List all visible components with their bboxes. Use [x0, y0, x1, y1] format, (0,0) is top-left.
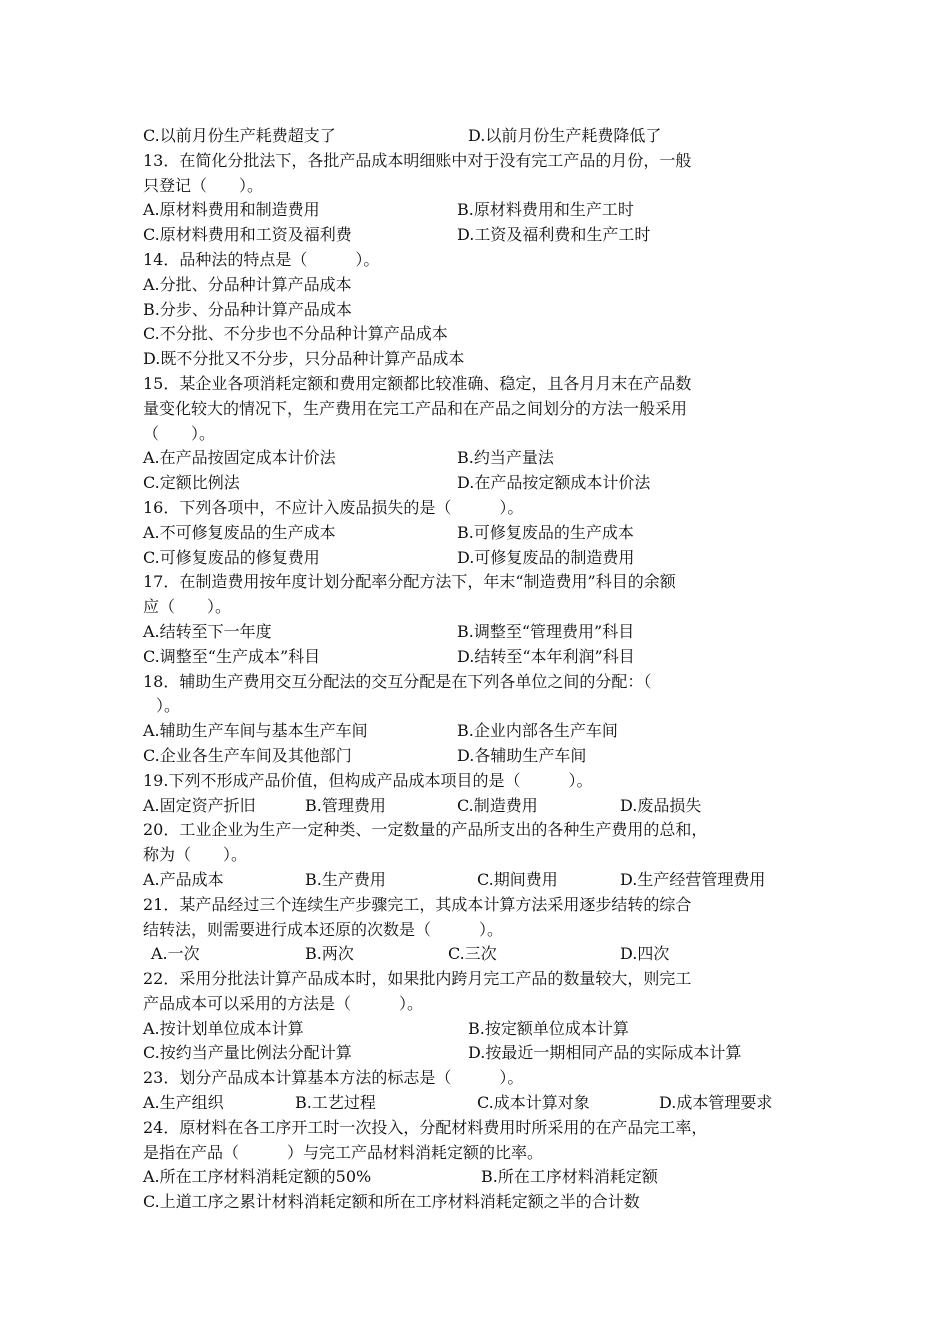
option-text: D.生产经营管理费用	[620, 869, 766, 889]
text-line	[143, 521, 823, 546]
text-line	[143, 298, 823, 323]
text-line	[143, 645, 823, 670]
option-text: C.以前月份生产耗费超支了	[143, 126, 336, 145]
text-line	[143, 670, 823, 695]
option-text: A.所在工序材料消耗定额的50%	[143, 1167, 372, 1187]
text-line	[143, 124, 823, 149]
question-text: 量变化较大的情况下，生产费用在完工产品和在产品之间划分的方法一般采用	[143, 398, 688, 418]
option-text: C.期间费用	[477, 869, 558, 889]
text-line	[143, 1066, 823, 1091]
question-text: 23．划分产品成本计算基本方法的标志是（ ）。	[143, 1068, 524, 1088]
question-text: 17．在制造费用按年度计划分配率分配方法下，年末“制造费用”科目的余额	[143, 572, 676, 592]
text-line	[143, 1116, 823, 1141]
text-line	[143, 446, 823, 471]
option-text: C.原材料费用和工资及福利费	[143, 225, 352, 245]
text-line	[143, 570, 823, 595]
question-text: D.既不分批又不分步，只分品种计算产品成本	[143, 349, 465, 369]
question-text: 15．某企业各项消耗定额和费用定额都比较准确、稳定，且各月月末在产品数	[143, 373, 692, 393]
text-line	[143, 1141, 823, 1166]
text-line	[143, 174, 823, 199]
question-text: （ ）。	[143, 423, 216, 443]
text-line	[143, 1017, 823, 1042]
option-text: B.调整至“管理费用”科目	[457, 621, 635, 641]
option-text: D.各辅助生产车间	[457, 745, 587, 765]
option-text: A.按计划单位成本计算	[143, 1018, 304, 1038]
option-text: B.生产费用	[305, 869, 386, 889]
text-line	[143, 372, 823, 397]
option-text: B.所在工序材料消耗定额	[481, 1167, 658, 1187]
option-text: B.原材料费用和生产工时	[457, 200, 634, 220]
text-line	[143, 347, 823, 372]
option-text: B.两次	[305, 944, 354, 964]
question-text: 18．辅助生产费用交互分配法的交互分配是在下列各单位之间的分配：（	[143, 671, 652, 691]
text-line	[143, 471, 823, 496]
text-line	[143, 868, 823, 893]
question-text: ）。	[156, 696, 181, 716]
text-line	[143, 248, 823, 273]
option-text: A.不可修复废品的生产成本	[143, 522, 336, 542]
question-text: 只登记（ ）。	[143, 175, 264, 195]
question-text: C.不分批、不分步也不分品种计算产品成本	[143, 324, 448, 344]
option-text: C.三次	[448, 944, 497, 964]
text-line	[143, 967, 823, 992]
text-line	[143, 198, 823, 223]
option-text: D.成本管理要求	[659, 1093, 773, 1113]
question-text: 结转法，则需要进行成本还原的次数是（ ）。	[143, 919, 504, 939]
question-text: 应（ ）。	[143, 597, 232, 617]
question-text: 称为（ ）。	[143, 845, 248, 865]
option-text: D.结转至“本年利润”科目	[457, 646, 635, 666]
text-line	[143, 694, 823, 719]
text-line	[143, 496, 823, 521]
text-line	[143, 719, 823, 744]
option-text: D.四次	[620, 944, 670, 964]
question-text: B.分步、分品种计算产品成本	[143, 299, 352, 319]
question-text: 24．原材料在各工序开工时一次投入，分配材料费用时所采用的在产品完工率，	[143, 1117, 708, 1137]
option-text: B.企业内部各生产车间	[457, 721, 618, 741]
option-text: C.按约当产量比例法分配计算	[143, 1043, 352, 1063]
option-text: A.结转至下一年度	[143, 621, 272, 641]
question-text: 20．工业企业为生产一定种类、一定数量的产品所支出的各种生产费用的总和，	[143, 820, 708, 840]
question-text: 13．在简化分批法下，各批产品成本明细账中对于没有完工产品的月份，一般	[143, 150, 692, 170]
option-text: A.固定资产折旧	[143, 795, 256, 815]
option-text: D.以前月份生产耗费降低了	[468, 126, 662, 145]
text-line	[143, 893, 823, 918]
text-line	[143, 273, 823, 298]
document-page	[143, 124, 823, 1215]
text-line	[143, 620, 823, 645]
text-line	[143, 818, 823, 843]
option-text: C.调整至“生产成本”科目	[143, 646, 321, 666]
question-text: 是指在产品（ ）与完工产品材料消耗定额的比率。	[143, 1142, 544, 1162]
option-text: A.辅助生产车间与基本生产车间	[143, 721, 368, 741]
option-text: A.在产品按固定成本计价法	[143, 448, 336, 468]
text-line	[143, 918, 823, 943]
question-text: A.分批、分品种计算产品成本	[143, 274, 352, 294]
option-text: B.可修复废品的生产成本	[457, 522, 634, 542]
text-line	[143, 769, 823, 794]
option-text: A.生产组织	[143, 1093, 224, 1113]
text-line	[143, 149, 823, 174]
option-text: A.一次	[151, 944, 200, 964]
text-line	[143, 1190, 823, 1215]
option-text: D.废品损失	[620, 795, 702, 815]
option-text: D.可修复废品的制造费用	[457, 547, 635, 567]
text-line	[143, 1165, 823, 1190]
option-text: D.工资及福利费和生产工时	[457, 225, 651, 245]
question-text: C.上道工序之累计材料消耗定额和所在工序材料消耗定额之半的合计数	[143, 1192, 640, 1212]
question-text: 14．品种法的特点是（ ）。	[143, 249, 380, 269]
text-line	[143, 322, 823, 347]
option-text: C.成本计算对象	[477, 1093, 590, 1113]
text-line	[143, 422, 823, 447]
question-text: 22．采用分批法计算产品成本时，如果批内跨月完工产品的数量较大，则完工	[143, 969, 692, 989]
option-text: C.企业各生产车间及其他部门	[143, 745, 352, 765]
text-line	[143, 397, 823, 422]
option-text: A.原材料费用和制造费用	[143, 200, 320, 220]
text-line	[143, 595, 823, 620]
option-text: C.制造费用	[457, 795, 538, 815]
question-text: 产品成本可以采用的方法是（ ）。	[143, 993, 424, 1013]
option-text: B.管理费用	[305, 795, 386, 815]
text-line	[143, 794, 823, 819]
option-text: D.在产品按定额成本计价法	[457, 473, 651, 493]
text-line	[143, 843, 823, 868]
question-text: 21．某产品经过三个连续生产步骤完工，其成本计算方法采用逐步结转的综合	[143, 894, 692, 914]
text-line	[143, 1091, 823, 1116]
option-text: B.约当产量法	[457, 448, 554, 468]
text-line	[143, 1041, 823, 1066]
option-text: B.工艺过程	[295, 1093, 376, 1113]
text-line	[143, 992, 823, 1017]
text-line	[143, 223, 823, 248]
text-line	[143, 546, 823, 571]
text-line	[143, 942, 823, 967]
option-text: A.产品成本	[143, 869, 224, 889]
option-text: D.按最近一期相同产品的实际成本计算	[468, 1043, 742, 1063]
question-text: 19.下列不形成产品价值，但构成产品成本项目的是（ ）。	[143, 770, 593, 790]
option-text: C.定额比例法	[143, 473, 240, 493]
option-text: B.按定额单位成本计算	[468, 1018, 629, 1038]
question-text: 16．下列各项中，不应计入废品损失的是（ ）。	[143, 497, 524, 517]
option-text: C.可修复废品的修复费用	[143, 547, 320, 567]
text-line	[143, 744, 823, 769]
